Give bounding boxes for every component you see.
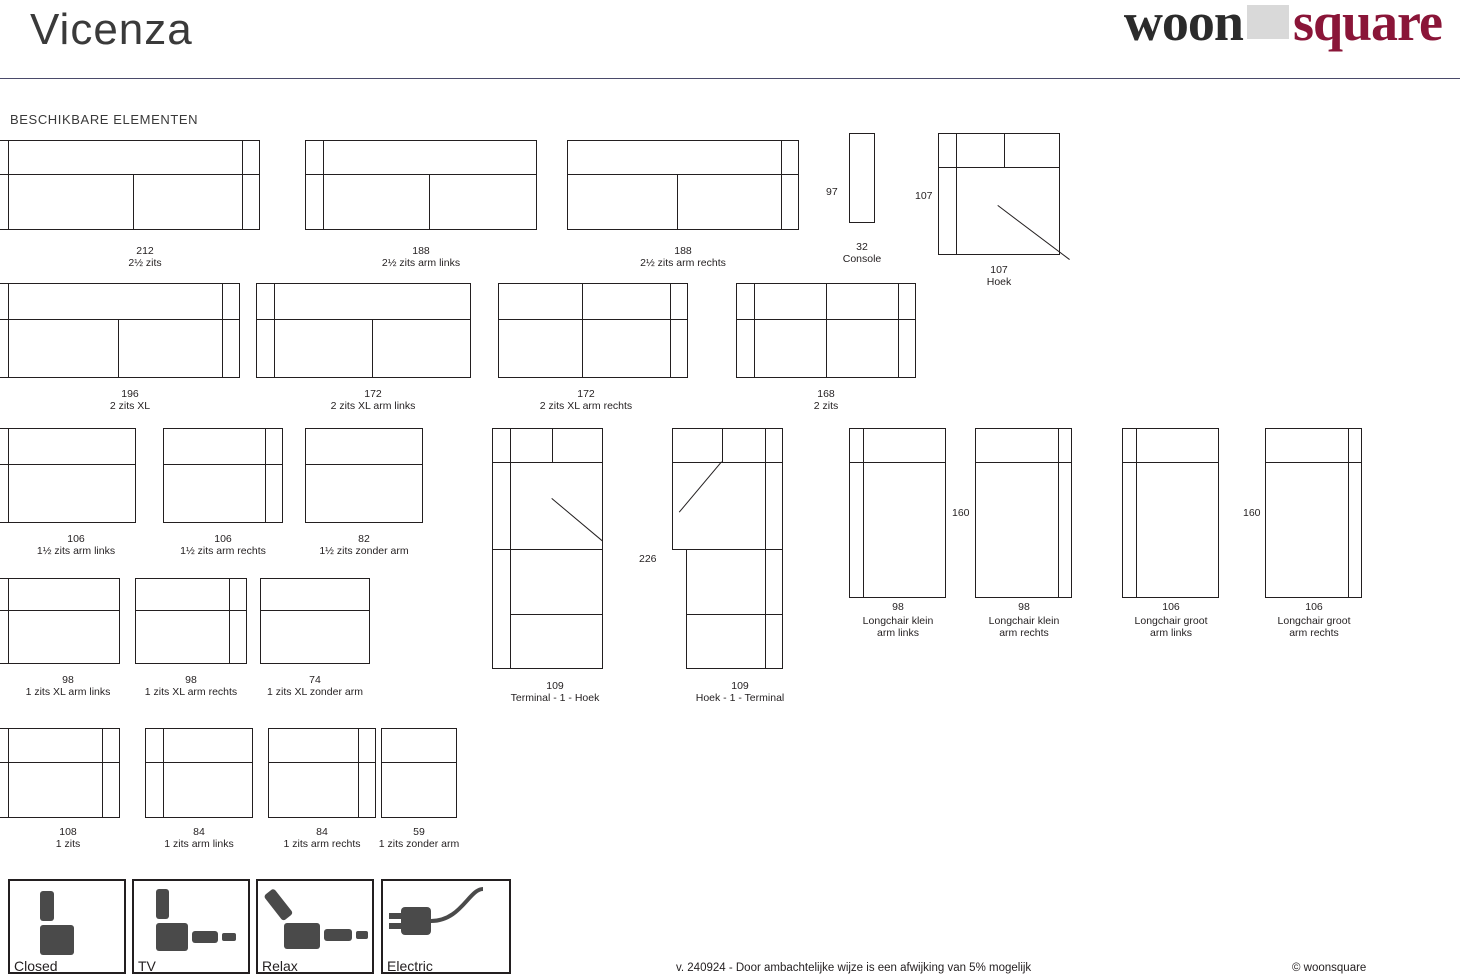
- caption-188l-name: 2½ zits arm links: [381, 257, 461, 269]
- terminal-side-dim: 226: [639, 553, 657, 565]
- caption-lcgl-name1: Longchair groot: [1134, 615, 1208, 627]
- brand-square-mark: [1247, 5, 1289, 39]
- lcgl-side-dim: 160: [1243, 507, 1261, 519]
- caption-84r-name: 1 zits arm rechts: [283, 838, 361, 850]
- electric-plug-icon: [383, 881, 513, 959]
- caption-terminal-name: Terminal - 1 - Hoek: [510, 692, 600, 704]
- console-side-dim: 97: [826, 186, 838, 198]
- tv-position-icon: [134, 881, 252, 959]
- caption-168-name: 2 zits: [813, 400, 839, 412]
- caption-console-num: 32: [856, 241, 868, 253]
- caption-lcgl-name2: arm links: [1149, 627, 1192, 639]
- caption-terminal-num: 109: [546, 680, 564, 692]
- page-title: Vicenza: [30, 5, 193, 54]
- caption-hoek-num: 107: [990, 264, 1008, 276]
- element-longchair-groot-arm-rechts: [1265, 428, 1362, 600]
- element-82: [305, 428, 423, 528]
- caption-84l-name: 1 zits arm links: [164, 838, 234, 850]
- brand-name-second: square: [1292, 0, 1442, 52]
- caption-59-name: 1 zits zonder arm: [378, 838, 460, 850]
- legend-label-electric: Electric: [387, 958, 433, 974]
- element-longchair-groot-arm-links: [1122, 428, 1219, 600]
- caption-82-num: 82: [358, 533, 370, 545]
- element-84-arm-rechts: [268, 728, 376, 823]
- caption-74-name: 1 zits XL zonder arm: [267, 686, 363, 698]
- caption-84l-num: 84: [193, 826, 205, 838]
- element-172-arm-links: [256, 283, 471, 383]
- caption-212-num: 212: [136, 245, 154, 257]
- caption-172l-num: 172: [364, 388, 382, 400]
- legend-label-closed: Closed: [14, 958, 58, 974]
- brand-logo: [1124, 0, 1442, 52]
- element-84-arm-links: [145, 728, 253, 823]
- element-terminal-1-hoek: [492, 428, 617, 688]
- caption-lcgr-name1: Longchair groot: [1277, 615, 1351, 627]
- caption-hoekterm-num: 109: [731, 680, 749, 692]
- caption-lcgr-num: 106: [1305, 601, 1323, 613]
- caption-188r-name: 2½ zits arm rechts: [640, 257, 726, 269]
- lckl-side-dim: 160: [952, 507, 970, 519]
- caption-lckr-num: 98: [1018, 601, 1030, 613]
- caption-196-name: 2 zits XL: [109, 400, 151, 412]
- element-196: [0, 283, 240, 383]
- element-106-arm-links: [0, 428, 136, 528]
- caption-84r-num: 84: [316, 826, 328, 838]
- relax-position-icon: [258, 881, 376, 959]
- caption-lckl-num: 98: [892, 601, 904, 613]
- legend-label-tv: TV: [138, 958, 156, 974]
- caption-172r-name: 2 zits XL arm rechts: [539, 400, 633, 412]
- caption-106l-name: 1½ zits arm links: [36, 545, 116, 557]
- caption-106r-num: 106: [214, 533, 232, 545]
- section-heading: BESCHIKBARE ELEMENTEN: [10, 112, 199, 127]
- caption-98l-name: 1 zits XL arm links: [25, 686, 111, 698]
- hoek-side-dim: 107: [915, 190, 933, 202]
- element-98-xl-arm-rechts: [135, 578, 247, 668]
- footer-copyright: © woonsquare: [1292, 962, 1367, 974]
- header-divider: [0, 78, 1460, 79]
- caption-188r-num: 188: [674, 245, 692, 257]
- caption-108-num: 108: [59, 826, 77, 838]
- caption-188l-num: 188: [412, 245, 430, 257]
- element-168: [736, 283, 916, 383]
- brand-name-first: woon: [1123, 0, 1243, 52]
- caption-98r-num: 98: [185, 674, 197, 686]
- caption-212-name: 2½ zits: [128, 257, 162, 269]
- caption-lcgr-name2: arm rechts: [1289, 627, 1339, 639]
- element-212: [0, 140, 260, 240]
- element-console: [849, 133, 875, 243]
- element-59: [381, 728, 457, 823]
- caption-98r-name: 1 zits XL arm rechts: [144, 686, 238, 698]
- caption-lckr-name2: arm rechts: [999, 627, 1049, 639]
- caption-lcgl-num: 106: [1162, 601, 1180, 613]
- caption-hoek-name: Hoek: [986, 276, 1012, 288]
- caption-106l-num: 106: [67, 533, 85, 545]
- caption-hoekterm-name: Hoek - 1 - Terminal: [695, 692, 785, 704]
- element-longchair-klein-arm-links: [849, 428, 946, 600]
- element-188-arm-rechts: [567, 140, 799, 240]
- element-hoek: [938, 133, 1060, 263]
- element-172-arm-rechts: [498, 283, 688, 383]
- caption-82-name: 1½ zits zonder arm: [319, 545, 409, 557]
- caption-196-num: 196: [121, 388, 139, 400]
- caption-59-num: 59: [413, 826, 425, 838]
- caption-74-num: 74: [309, 674, 321, 686]
- legend-label-relax: Relax: [262, 958, 298, 974]
- caption-98l-num: 98: [62, 674, 74, 686]
- caption-lckl-name1: Longchair klein: [862, 615, 934, 627]
- caption-lckl-name2: arm links: [876, 627, 919, 639]
- caption-108-name: 1 zits: [55, 838, 81, 850]
- element-longchair-klein-arm-rechts: [975, 428, 1072, 600]
- caption-172l-name: 2 zits XL arm links: [330, 400, 416, 412]
- caption-168-num: 168: [817, 388, 835, 400]
- element-74: [260, 578, 370, 668]
- element-108: [0, 728, 120, 823]
- caption-106r-name: 1½ zits arm rechts: [180, 545, 266, 557]
- footer-note: v. 240924 - Door ambachtelijke wijze is een afwijking van 5% mogelijk: [676, 962, 1032, 974]
- caption-lckr-name1: Longchair klein: [988, 615, 1060, 627]
- element-hoek-1-terminal: [672, 428, 797, 688]
- element-188-arm-links: [305, 140, 537, 240]
- element-106-arm-rechts: [163, 428, 283, 528]
- closed-seat-icon: [10, 881, 128, 959]
- page-header: [0, 0, 1460, 78]
- caption-console-name: Console: [842, 253, 882, 265]
- element-98-xl-arm-links: [0, 578, 120, 668]
- caption-172r-num: 172: [577, 388, 595, 400]
